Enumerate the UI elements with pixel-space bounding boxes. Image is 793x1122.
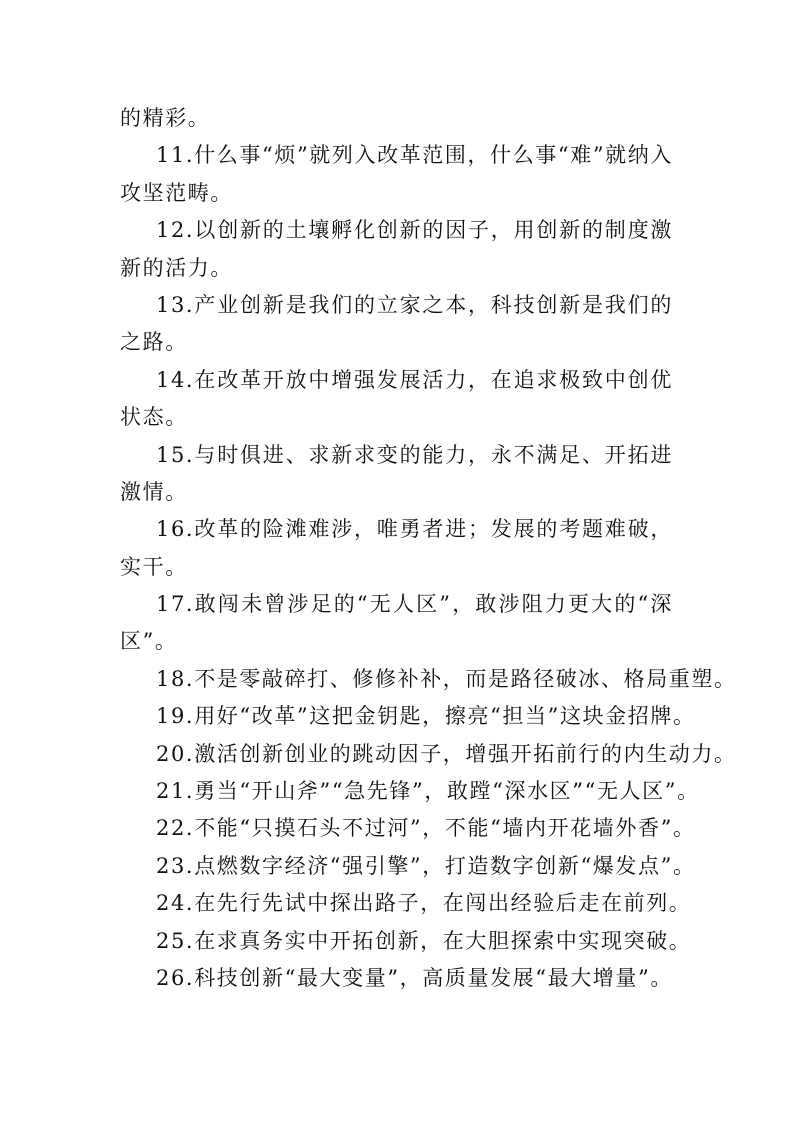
list-item-line: 14.在改革开放中增强发展活力，在追求极致中创优	[156, 367, 673, 392]
list-item-continuation: 状态。	[120, 405, 188, 430]
list-item	[120, 698, 696, 735]
list-item	[120, 437, 673, 512]
list-item	[120, 773, 700, 810]
list-item-continuation: 攻坚范畴。	[120, 180, 233, 205]
list-item-line: 11.什么事“烦”就列入改革范围，什么事“难”就纳入	[156, 143, 673, 168]
list-item	[120, 212, 673, 287]
list-item	[120, 810, 696, 847]
list-item-line: 12.以创新的土壤孵化创新的因子，用创新的制度激	[156, 218, 673, 243]
list-item	[120, 287, 673, 362]
continuation-line: 的精彩。	[120, 106, 211, 130]
list-item-line: 15.与时俱进、求新求变的能力，永不满足、开拓进	[156, 442, 673, 467]
list-item-line: 18.不是零敲碎打、修修补补，而是路径破冰、格局重塑。	[156, 666, 737, 691]
list-item	[120, 736, 737, 773]
list-item-line: 24.在先行先试中探出路子，在闯出经验后走在前列。	[156, 891, 692, 916]
list-item-continuation: 区”。	[120, 629, 178, 654]
list-item	[120, 923, 692, 960]
list-item-line: 21.勇当“开山斧”“急先锋”，敢蹚“深水区”“无人区”。	[156, 779, 700, 804]
list-item	[120, 362, 673, 437]
list-item	[120, 885, 692, 922]
list-item	[120, 511, 673, 586]
list-item-continuation: 实干。	[120, 554, 188, 579]
list-item	[120, 137, 673, 212]
list-item-line: 26.科技创新“最大变量”，高质量发展“最大增量”。	[156, 965, 673, 990]
list-item-continuation: 激情。	[120, 479, 188, 504]
list-item-line: 13.产业创新是我们的立家之本，科技创新是我们的	[156, 292, 673, 317]
list-item	[120, 848, 696, 885]
list-item-line: 25.在求真务实中开拓创新，在大胆探索中实现突破。	[156, 928, 692, 953]
list-item-continuation: 新的活力。	[120, 255, 233, 280]
document-page	[120, 100, 737, 997]
list-item	[120, 586, 673, 661]
list-item	[120, 960, 673, 997]
list-item-line: 16.改革的险滩难涉，唯勇者进；发展的考题难破，	[156, 517, 673, 542]
list-item	[120, 661, 737, 698]
list-item-line: 23.点燃数字经济“强引擎”，打造数字创新“爆发点”。	[156, 853, 696, 878]
numbered-list	[120, 137, 737, 997]
list-item-line: 17.敢闯未曾涉足的“无人区”，敢涉阻力更大的“深	[156, 592, 673, 617]
list-item-line: 20.激活创新创业的跳动因子，增强开拓前行的内生动力。	[156, 741, 737, 766]
list-item-line: 22.不能“只摸石头不过河”，不能“墙内开花墙外香”。	[156, 816, 696, 841]
list-item-line: 19.用好“改革”这把金钥匙，擦亮“担当”这块金招牌。	[156, 704, 696, 729]
list-item-continuation: 之路。	[120, 330, 188, 355]
